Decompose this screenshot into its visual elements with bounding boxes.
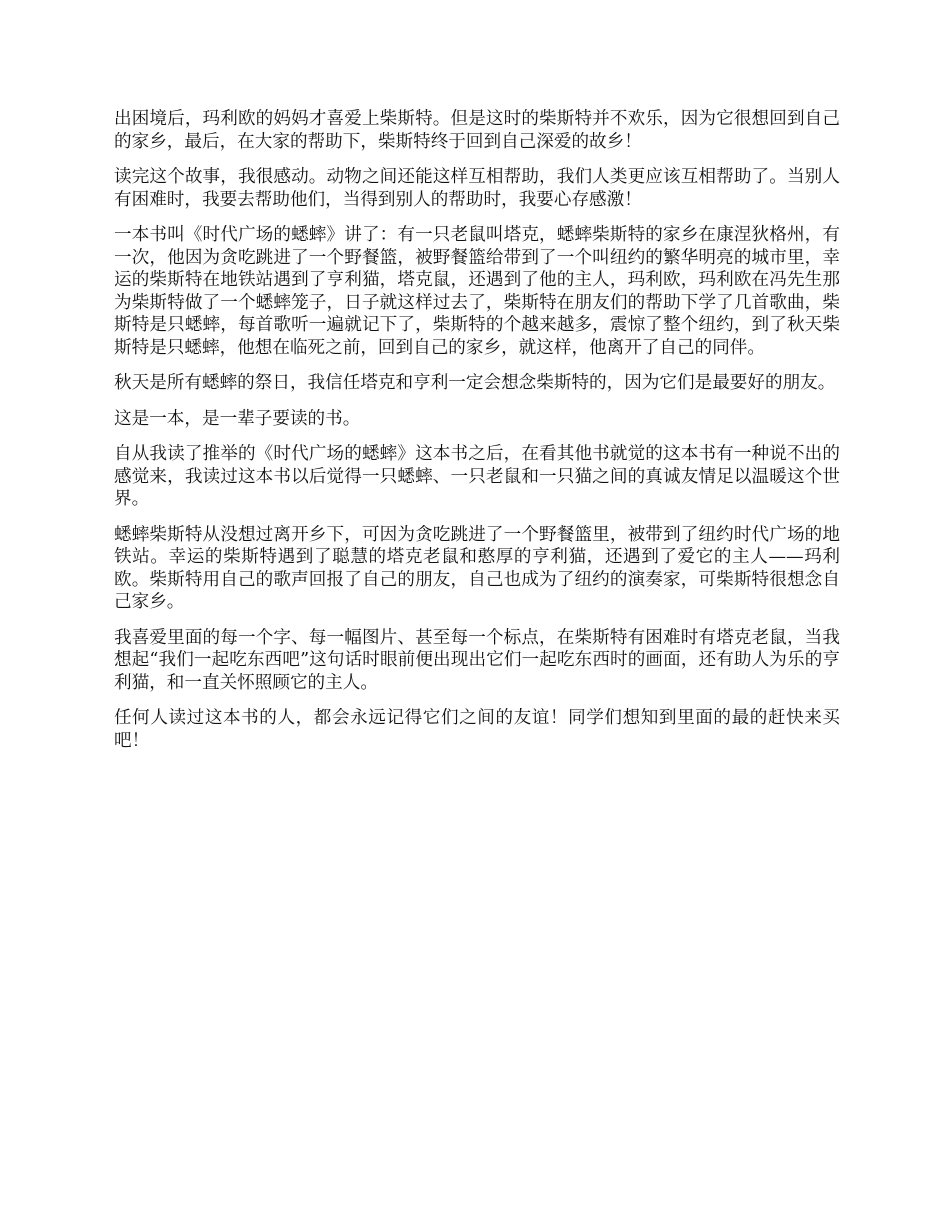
paragraph-9: 任何人读过这本书的人，都会永远记得它们之间的友谊！同学们想知到里面的最的赶快来买吧！ — [114, 708, 840, 751]
paragraph-1: 出困境后，玛利欧的妈妈才喜爱上柴斯特。但是这时的柴斯特并不欢乐，因为它很想回到自己的家乡，最后，在大家的帮助下，柴斯特终于回到自己深爱的故乡！ — [114, 109, 840, 152]
paragraph-7: 蟋蟀柴斯特从没想过离开乡下，可因为贪吃跳进了一个野餐篮里，被带到了纽约时代广场的地铁站。幸运的柴斯特遇到了聪慧的塔克老鼠和憨厚的亨利猫，还遇到了爱它的主人——玛利欧。柴斯特用自己的歌声回报了自己的朋友，自己也成为了纽约的演奏家，可柴斯特很想念自己家乡。 — [114, 524, 840, 612]
document-page — [114, 108, 840, 765]
paragraph-3: 一本书叫《时代广场的蟋蟀》讲了：有一只老鼠叫塔克，蟋蟀柴斯特的家乡在康涅狄格州，有一次，他因为贪吃跳进了一个野餐篮，被野餐篮给带到了一个叫纽约的繁华明亮的城市里，幸运的柴斯特在地铁站遇到了亨利猫，塔克鼠，还遇到了他的主人，玛利欧，玛利欧在冯先生那为柴斯特做了一个蟋蟀笼子，日子就这样过去了，柴斯特在朋友们的帮助下学了几首歌曲，柴斯特是只蟋蟀，每首歌听一遍就记下了，柴斯特的个越来越多，震惊了整个纽约，到了秋天柴斯特是只蟋蟀，他想在临死之前，回到自己的家乡，就这样，他离开了自己的同伴。 — [114, 225, 840, 358]
paragraph-2: 读完这个故事，我很感动。动物之间还能这样互相帮助，我们人类更应该互相帮助了。当别人有困难时，我要去帮助他们，当得到别人的帮助时，我要心存感激！ — [114, 167, 840, 210]
paragraph-4: 秋天是所有蟋蟀的祭日，我信任塔克和亨利一定会想念柴斯特的，因为它们是最要好的朋友。 — [114, 373, 836, 393]
paragraph-5: 这是一本，是一辈子要读的书。 — [114, 408, 361, 429]
paragraph-6: 自从我读了推举的《时代广场的蟋蟀》这本书之后，在看其他书就觉的这本书有一种说不出的感觉来，我读过这本书以后觉得一只蟋蟀、一只老鼠和一只猫之间的真诚友情足以温暖这个世界。 — [114, 444, 840, 509]
paragraph-8: 我喜爱里面的每一个字、每一幅图片、甚至每一个标点，在柴斯特有困难时有塔克老鼠，当我想起“我们一起吃东西吧”这句话时眼前便出现出它们一起吃东西时的画面，还有助人为乐的亨利猫，和一直关怀照顾它的主人。 — [114, 627, 840, 693]
